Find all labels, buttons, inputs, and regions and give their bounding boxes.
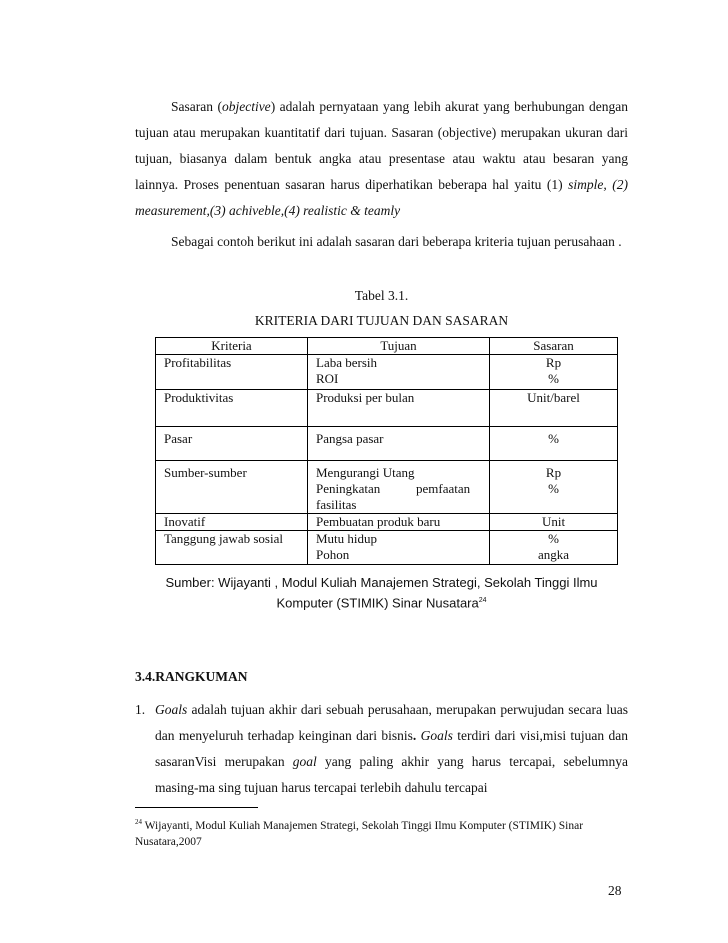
table-source: Sumber: Wijayanti , Modul Kuliah Manajemen Strategi, Sekolah Tinggi Ilmu Komputer (STIMIK) Sinar Nusatara$^{24}$ (165, 575, 598, 611)
criteria-table (155, 337, 618, 565)
footnote: $^{24}$ Wijayanti, Modul Kuliah Manajemen Strategi, Sekolah Tinggi Ilmu Komputer (STIMIK) Sinar Nusatara,2007 (135, 818, 584, 848)
header-kriteria: Kriteria (156, 338, 308, 355)
list-item (135, 697, 628, 801)
cell-kriteria: Pasar (156, 427, 308, 461)
table-label: Tabel 3.1. (354, 288, 409, 303)
cell-tujuan: Mengurangi Utang Peningkatan pemfaatan fasilitas (308, 461, 490, 514)
cell-kriteria: Produktivitas (156, 390, 308, 427)
table-header-row (156, 338, 618, 355)
table-row (156, 461, 618, 514)
cell-kriteria: Sumber-sumber (156, 461, 308, 514)
paragraph-sasaran: Sasaran (objective) adalah pernyataan yang lebih akurat yang berhubungan dengan tujuan atau merupakan kuantitatif dari tujuan. Sasaran (objective) merupakan ukuran dari tujuan, biasanya dalam bentuk angka atau presentase atau waktu atau besaran yang lainnya. Proses penentuan sasaran harus diperhatikan beberapa hal yaitu (1) simple, (2) measurement,(3) achiveble,(4) realistic & teamly (135, 99, 629, 218)
cell-tujuan: Laba bersih ROI (308, 355, 490, 390)
cell-kriteria: Tanggung jawab sosial (156, 531, 308, 565)
table-row (156, 514, 618, 531)
cell-sasaran: Rp % (490, 355, 618, 390)
header-sasaran: Sasaran (490, 338, 618, 355)
table-row (156, 531, 618, 565)
paragraph-contoh: Sebagai contoh berikut ini adalah sasaran dari beberapa kriteria tujuan perusahaan . (171, 234, 622, 249)
cell-tujuan: Mutu hidup Pohon (308, 531, 490, 565)
table-title: KRITERIA DARI TUJUAN DAN SASARAN (254, 313, 509, 328)
cell-tujuan: Produksi per bulan (308, 390, 490, 427)
page-number: 28 (608, 883, 622, 898)
cell-sasaran: Unit (490, 514, 618, 531)
header-tujuan: Tujuan (308, 338, 490, 355)
cell-sasaran: Rp % (490, 461, 618, 514)
cell-kriteria: Inovatif (156, 514, 308, 531)
table-row (156, 427, 618, 461)
cell-sasaran: % (490, 427, 618, 461)
cell-kriteria: Profitabilitas (156, 355, 308, 390)
cell-tujuan: Pangsa pasar (308, 427, 490, 461)
section-heading: 3.4.RANGKUMAN (135, 669, 248, 684)
cell-sasaran: Unit/barel (490, 390, 618, 427)
table-row (156, 390, 618, 427)
list-text: Goals adalah tujuan akhir dari sebuah perusahaan, merupakan perwujudan secara luas dan menyeluruh terhadap keinginan dari bisnis. Goals terdiri dari visi,misi tujuan dan sasaranVisi merupakan goal yang paling akhir yang harus tercapai, sebelumnya masing-ma sing tujuan harus tercapai terlebih dahulu tercapai (155, 702, 628, 795)
cell-tujuan: Pembuatan produk baru (308, 514, 490, 531)
cell-sasaran: % angka (490, 531, 618, 565)
table-row (156, 355, 618, 390)
footnote-divider (135, 807, 258, 808)
list-number: 1. (135, 702, 146, 717)
